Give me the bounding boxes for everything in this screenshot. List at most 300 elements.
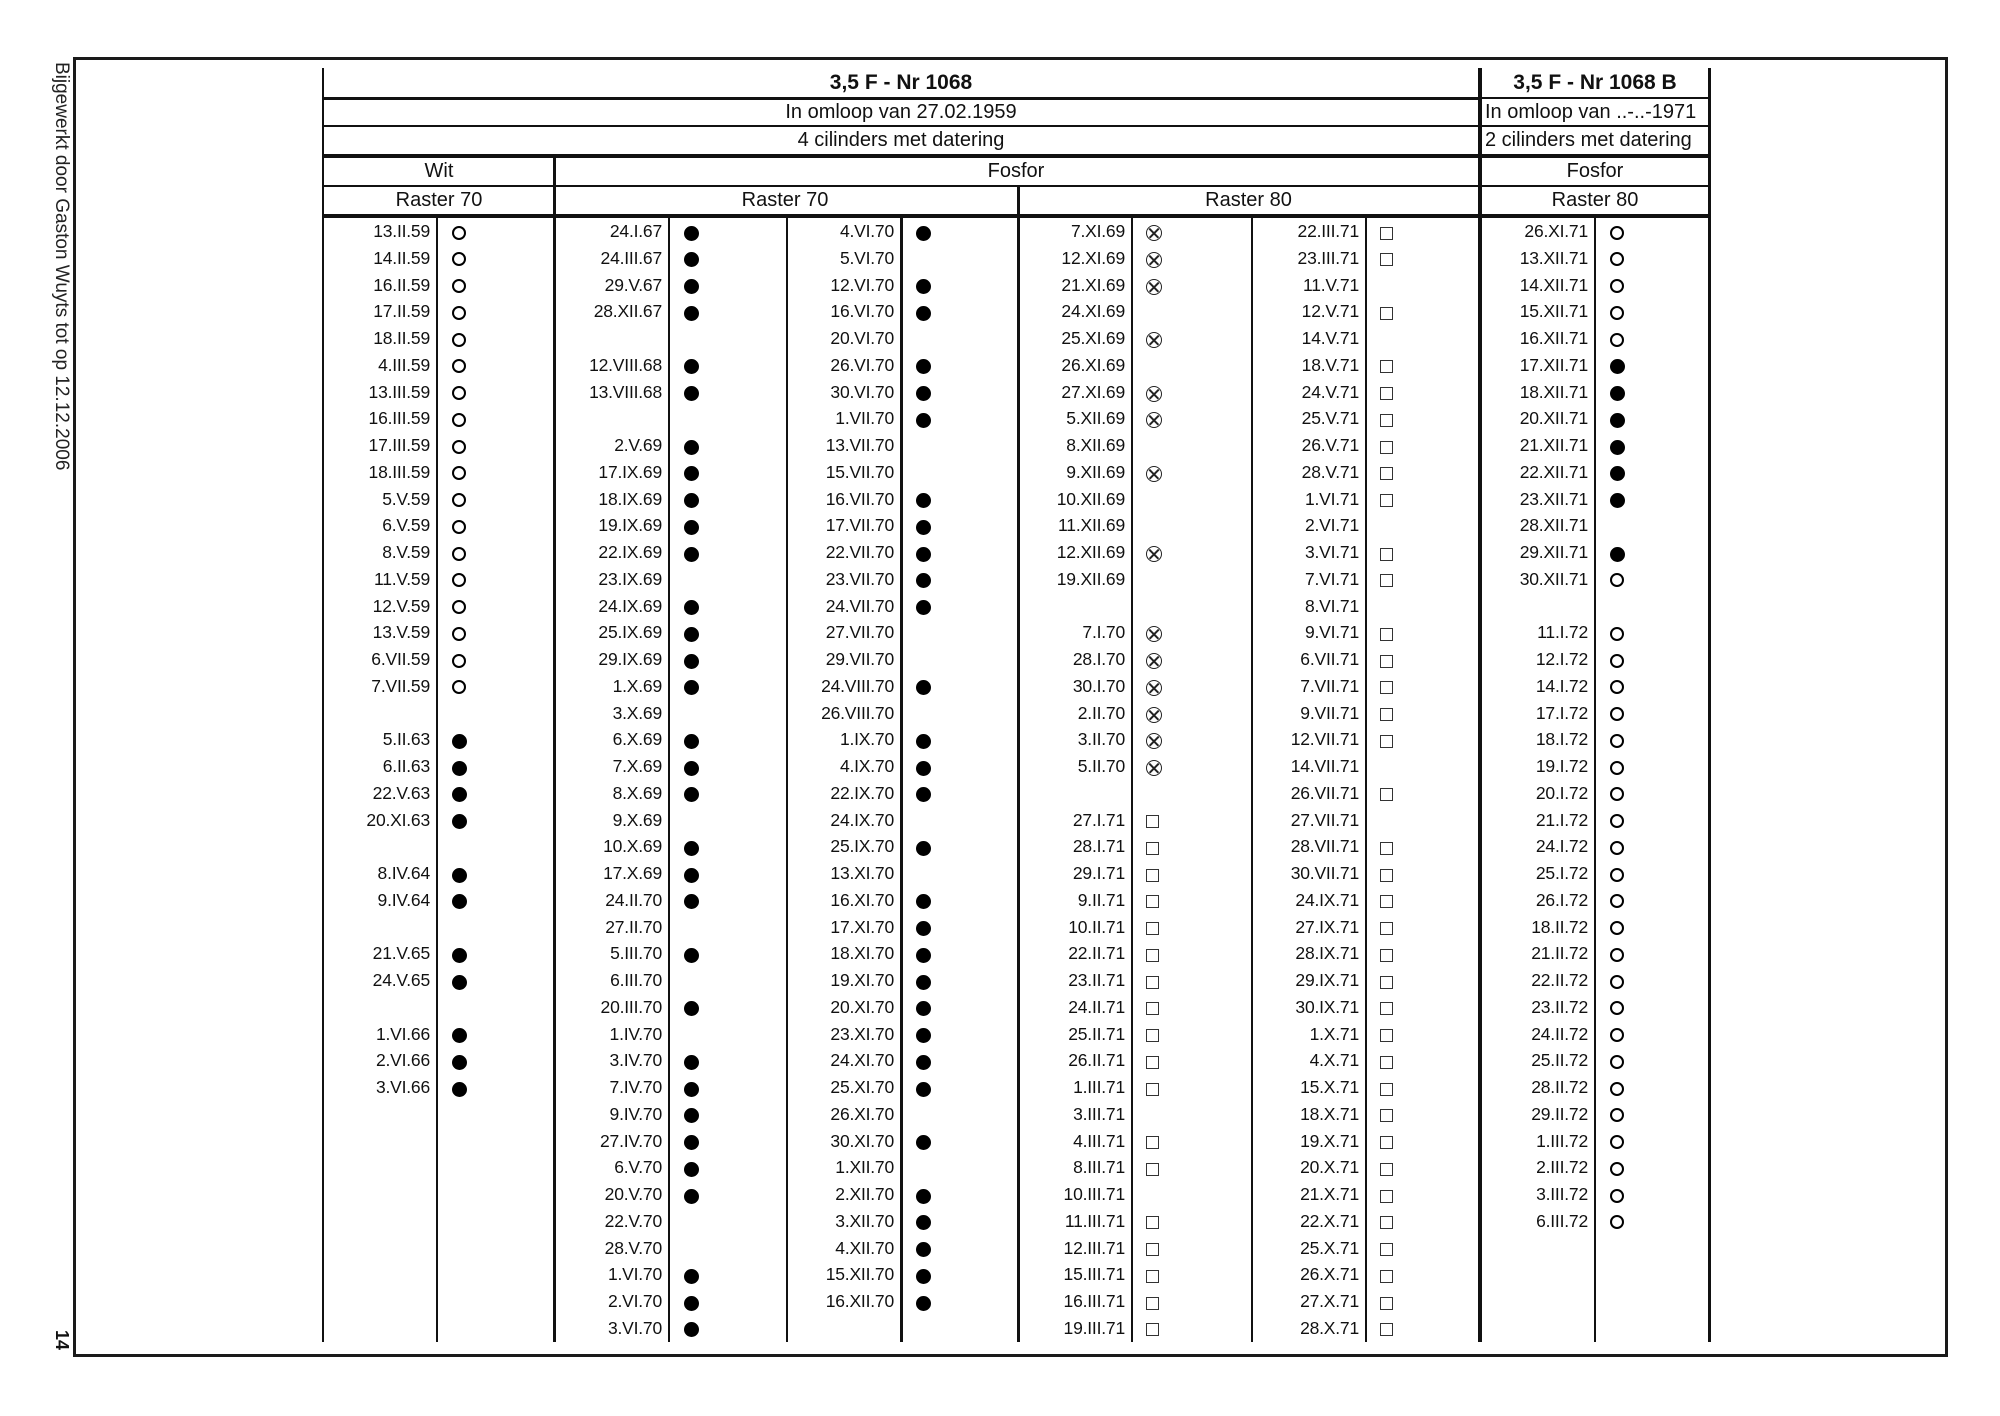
paper-fosfor-b: Fosfor — [1566, 160, 1624, 182]
date-cell: 5.III.70 — [610, 943, 662, 964]
open-circle-icon — [452, 654, 466, 668]
paper-wit: Wit — [424, 160, 454, 182]
date-cell: 21.I.72 — [1535, 809, 1588, 830]
open-square-icon — [1380, 574, 1393, 587]
open-square-icon — [1146, 1083, 1159, 1096]
date-cell: 2.II.70 — [1077, 702, 1125, 723]
date-cell: 16.XII.71 — [1519, 328, 1588, 348]
date-cell: 13.VIII.68 — [589, 381, 662, 402]
date-cell: 15.III.71 — [1063, 1264, 1125, 1285]
date-cell: 29.XII.71 — [1519, 542, 1588, 562]
open-square-icon — [1380, 1190, 1393, 1203]
date-cell: 19.X.71 — [1300, 1130, 1359, 1151]
crossed-circle-icon — [1146, 386, 1162, 402]
date-cell: 3.XII.70 — [835, 1210, 894, 1231]
date-cell: 17.XII.71 — [1519, 354, 1588, 375]
date-cell: 16.VII.70 — [825, 488, 894, 509]
date-cell: 28.I.71 — [1072, 836, 1125, 857]
open-circle-icon — [1610, 707, 1624, 721]
open-circle-icon — [452, 440, 466, 454]
date-cell: 19.XI.70 — [830, 970, 894, 990]
filled-circle-icon — [684, 440, 699, 455]
filled-circle-icon — [1610, 547, 1625, 562]
date-cell: 24.XI.70 — [830, 1050, 894, 1071]
date-cell: 30.VI.70 — [830, 381, 894, 402]
open-square-icon — [1146, 815, 1159, 828]
filled-circle-icon — [684, 600, 699, 615]
date-cell: 13.XI.70 — [830, 863, 894, 883]
date-cell: 22.II.72 — [1531, 970, 1588, 990]
date-cell: 8.VI.71 — [1304, 595, 1359, 616]
date-cell: 18.XI.70 — [830, 943, 894, 964]
date-cell: 24.VII.70 — [825, 595, 894, 616]
date-cell: 6.III.72 — [1536, 1210, 1588, 1231]
date-cell: 7.XI.69 — [1070, 221, 1125, 241]
open-square-icon — [1380, 387, 1393, 400]
date-cell: 18.III.59 — [368, 461, 430, 482]
open-square-icon — [1380, 1083, 1393, 1096]
open-square-icon — [1380, 628, 1393, 641]
date-cell: 15.XII.71 — [1519, 301, 1588, 322]
date-cell: 24.IX.70 — [830, 809, 894, 830]
date-cell: 23.II.72 — [1531, 996, 1588, 1017]
open-square-icon — [1380, 655, 1393, 668]
date-cell: 19.I.72 — [1535, 756, 1588, 776]
column-rule — [1131, 216, 1133, 1342]
date-cell: 24.III.67 — [600, 247, 662, 268]
date-cell: 24.II.72 — [1531, 1023, 1588, 1044]
date-cell: 11.V.59 — [373, 568, 430, 589]
date-cell: 1.X.71 — [1309, 1023, 1359, 1044]
filled-circle-icon — [684, 547, 699, 562]
open-circle-icon — [452, 520, 466, 534]
page-number — [44, 1330, 74, 1360]
filled-circle-icon — [916, 734, 931, 749]
date-cell: 13.XII.71 — [1519, 247, 1588, 268]
filled-circle-icon — [916, 600, 931, 615]
date-cell: 26.XI.71 — [1524, 221, 1588, 241]
date-cell: 1.X.69 — [612, 675, 662, 696]
date-cell: 13.V.59 — [372, 622, 430, 643]
filled-circle-icon — [916, 493, 931, 508]
date-cell: 20.VI.70 — [830, 328, 894, 348]
filled-circle-icon — [916, 921, 931, 936]
date-cell: 22.XII.71 — [1519, 461, 1588, 482]
date-cell: 27.VII.71 — [1290, 809, 1359, 830]
filled-circle-icon — [916, 1242, 931, 1257]
filled-circle-icon — [452, 975, 467, 990]
date-cell: 28.XII.67 — [593, 301, 662, 322]
date-cell: 9.II.71 — [1077, 889, 1125, 910]
open-square-icon — [1146, 1270, 1159, 1283]
filled-circle-icon — [452, 1028, 467, 1043]
open-square-icon — [1146, 1056, 1159, 1069]
open-circle-icon — [1610, 841, 1624, 855]
raster-fosfor-70: Raster 70 — [741, 189, 829, 211]
column-rule — [900, 216, 903, 1342]
open-square-icon — [1380, 735, 1393, 748]
open-square-icon — [1146, 1216, 1159, 1229]
date-cell: 27.IV.70 — [600, 1130, 662, 1151]
date-cell: 27.X.71 — [1300, 1291, 1359, 1311]
date-cell: 29.IX.71 — [1295, 970, 1359, 990]
crossed-circle-icon — [1146, 332, 1162, 348]
open-circle-icon — [452, 226, 466, 240]
date-cell: 14.XII.71 — [1519, 274, 1588, 295]
date-cell: 16.XII.70 — [825, 1291, 894, 1311]
column-rule — [1365, 216, 1367, 1342]
date-cell: 29.I.71 — [1072, 863, 1125, 883]
open-square-icon — [1380, 1163, 1393, 1176]
date-cell: 3.VI.71 — [1304, 542, 1359, 562]
date-cell: 6.VII.71 — [1300, 649, 1359, 669]
date-cell: 18.II.72 — [1531, 916, 1588, 937]
date-cell: 11.XII.69 — [1058, 515, 1125, 536]
filled-circle-icon — [916, 841, 931, 856]
crossed-circle-icon — [1146, 225, 1162, 241]
date-cell: 21.XII.71 — [1519, 435, 1588, 455]
header-rule — [1480, 97, 1710, 99]
date-cell: 22.VII.70 — [825, 542, 894, 562]
date-cell: 17.XI.70 — [830, 916, 894, 937]
open-circle-icon — [1610, 1189, 1624, 1203]
filled-circle-icon — [452, 1082, 467, 1097]
open-circle-icon — [1610, 306, 1624, 320]
open-square-icon — [1380, 869, 1393, 882]
filled-circle-icon — [684, 226, 699, 241]
open-square-icon — [1380, 1136, 1393, 1149]
filled-circle-icon — [916, 948, 931, 963]
date-cell: 14.VII.71 — [1290, 756, 1359, 776]
date-cell: 21.V.65 — [372, 943, 430, 964]
date-cell: 9.VI.71 — [1304, 622, 1359, 643]
date-cell: 27.I.71 — [1072, 809, 1125, 830]
filled-circle-icon — [684, 761, 699, 776]
date-cell: 13.VII.70 — [825, 435, 894, 455]
open-circle-icon — [1610, 1055, 1624, 1069]
open-square-icon — [1380, 1297, 1393, 1310]
date-cell: 3.III.72 — [1536, 1184, 1588, 1204]
date-cell: 11.I.72 — [1537, 622, 1588, 643]
filled-circle-icon — [916, 547, 931, 562]
date-cell: 16.XI.70 — [830, 889, 894, 910]
filled-circle-icon — [684, 868, 699, 883]
filled-circle-icon — [684, 1269, 699, 1284]
date-cell: 26.II.71 — [1068, 1050, 1125, 1071]
open-square-icon — [1380, 253, 1393, 266]
date-cell: 21.XI.69 — [1061, 274, 1125, 295]
filled-circle-icon — [916, 1296, 931, 1311]
crossed-circle-icon — [1146, 707, 1162, 723]
date-cell: 1.IX.70 — [839, 729, 894, 750]
date-cell: 1.III.71 — [1073, 1077, 1125, 1097]
date-cell: 20.XII.71 — [1519, 408, 1588, 429]
filled-circle-icon — [684, 627, 699, 642]
date-cell: 20.I.72 — [1535, 782, 1588, 803]
date-cell: 29.V.67 — [604, 274, 662, 295]
open-square-icon — [1146, 895, 1159, 908]
date-cell: 16.III.59 — [368, 408, 430, 429]
date-cell: 3.VI.66 — [375, 1077, 430, 1097]
date-cell: 8.III.71 — [1073, 1157, 1125, 1178]
date-cell: 24.V.65 — [372, 970, 430, 990]
date-cell: 4.VI.70 — [839, 221, 894, 241]
date-cell: 29.VII.70 — [825, 649, 894, 669]
raster-b-80: Raster 80 — [1551, 189, 1639, 211]
date-cell: 8.XII.69 — [1066, 435, 1125, 455]
date-cell: 6.X.69 — [612, 729, 662, 750]
date-cell: 20.XI.63 — [366, 809, 430, 830]
date-cell: 24.II.70 — [605, 889, 662, 910]
open-square-icon — [1146, 869, 1159, 882]
open-square-icon — [1380, 227, 1393, 240]
date-cell: 12.V.59 — [372, 595, 430, 616]
date-cell: 29.II.72 — [1531, 1103, 1588, 1124]
date-cell: 23.XI.70 — [830, 1023, 894, 1044]
open-circle-icon — [452, 600, 466, 614]
filled-circle-icon — [452, 734, 467, 749]
filled-circle-icon — [916, 226, 931, 241]
date-cell: 27.VII.70 — [825, 622, 894, 643]
filled-circle-icon — [916, 1135, 931, 1150]
date-cell: 25.IX.69 — [598, 622, 662, 643]
filled-circle-icon — [452, 1055, 467, 1070]
date-cell: 3.X.69 — [612, 702, 662, 723]
date-cell: 17.III.59 — [368, 435, 430, 455]
filled-circle-icon — [916, 413, 931, 428]
open-square-icon — [1146, 1297, 1159, 1310]
open-circle-icon — [1610, 921, 1624, 935]
open-square-icon — [1146, 842, 1159, 855]
raster-wit: Raster 70 — [395, 189, 483, 211]
date-cell: 23.IX.69 — [598, 568, 662, 589]
open-square-icon — [1380, 895, 1393, 908]
date-cell: 15.VII.70 — [825, 461, 894, 482]
open-square-icon — [1380, 307, 1393, 320]
date-cell: 13.III.59 — [368, 381, 430, 402]
date-cell: 28.I.70 — [1072, 649, 1125, 669]
date-cell: 19.IX.69 — [598, 515, 662, 536]
open-square-icon — [1380, 1270, 1393, 1283]
date-cell: 30.IX.71 — [1295, 996, 1359, 1017]
date-cell: 18.II.59 — [373, 328, 430, 348]
date-cell: 2.VI.70 — [607, 1291, 662, 1311]
open-square-icon — [1146, 922, 1159, 935]
open-square-icon — [1380, 414, 1393, 427]
date-cell: 26.XI.69 — [1061, 354, 1125, 375]
date-cell: 1.VI.71 — [1304, 488, 1359, 509]
open-square-icon — [1146, 1323, 1159, 1336]
date-cell: 12.VI.70 — [830, 274, 894, 295]
column-rule — [1594, 216, 1596, 1342]
filled-circle-icon — [684, 1189, 699, 1204]
date-cell: 17.X.69 — [603, 863, 662, 883]
filled-circle-icon — [1610, 440, 1625, 455]
date-cell: 26.XI.70 — [830, 1103, 894, 1124]
open-circle-icon — [1610, 1162, 1624, 1176]
date-cell: 25.XI.70 — [830, 1077, 894, 1097]
header-rule — [322, 154, 1710, 158]
date-cell: 12.I.72 — [1535, 649, 1588, 669]
open-square-icon — [1146, 1243, 1159, 1256]
date-cell: 16.III.71 — [1063, 1291, 1125, 1311]
date-cell: 22.V.70 — [604, 1210, 662, 1231]
date-cell: 9.IV.70 — [609, 1103, 662, 1124]
filled-circle-icon — [1610, 386, 1625, 401]
date-cell: 28.II.72 — [1531, 1077, 1588, 1097]
date-cell: 25.IX.70 — [830, 836, 894, 857]
open-circle-icon — [1610, 868, 1624, 882]
filled-circle-icon — [916, 1082, 931, 1097]
open-square-icon — [1146, 1029, 1159, 1042]
date-cell: 3.II.70 — [1077, 729, 1125, 750]
filled-circle-icon — [684, 654, 699, 669]
crossed-circle-icon — [1146, 546, 1162, 562]
date-cell: 26.VIII.70 — [821, 702, 894, 723]
side-note — [42, 62, 76, 562]
filled-circle-icon — [684, 734, 699, 749]
open-circle-icon — [452, 279, 466, 293]
b-title: 3,5 F - Nr 1068 B — [1513, 71, 1677, 94]
filled-circle-icon — [916, 306, 931, 321]
date-cell: 2.VI.66 — [375, 1050, 430, 1071]
filled-circle-icon — [684, 1082, 699, 1097]
date-cell: 10.II.71 — [1068, 916, 1125, 937]
date-cell: 27.IX.71 — [1295, 916, 1359, 937]
date-cell: 12.III.71 — [1063, 1237, 1125, 1258]
date-cell: 30.VII.71 — [1290, 863, 1359, 883]
date-cell: 1.VI.70 — [607, 1264, 662, 1285]
date-cell: 11.III.71 — [1064, 1210, 1125, 1231]
open-circle-icon — [452, 493, 466, 507]
filled-circle-icon — [684, 1055, 699, 1070]
column-rule — [1708, 68, 1711, 1342]
date-cell: 21.X.71 — [1300, 1184, 1359, 1204]
open-circle-icon — [1610, 975, 1624, 989]
date-cell: 28.V.71 — [1301, 461, 1359, 482]
date-cell: 7.VII.59 — [371, 675, 430, 696]
date-cell: 23.III.71 — [1297, 247, 1359, 268]
header-rule — [322, 97, 1480, 100]
date-cell: 19.XII.69 — [1056, 568, 1125, 589]
open-square-icon — [1380, 1243, 1393, 1256]
open-square-icon — [1380, 494, 1393, 507]
date-cell: 24.I.72 — [1535, 836, 1588, 857]
date-cell: 7.I.70 — [1082, 622, 1125, 643]
date-cell: 22.IX.70 — [830, 782, 894, 803]
date-cell: 5.VI.70 — [839, 247, 894, 268]
filled-circle-icon — [1610, 413, 1625, 428]
date-cell: 25.II.71 — [1068, 1023, 1125, 1044]
page-number-text: 14 — [52, 1330, 72, 1351]
open-square-icon — [1146, 1002, 1159, 1015]
date-cell: 28.XII.71 — [1519, 515, 1588, 536]
crossed-circle-icon — [1146, 653, 1162, 669]
date-cell: 8.V.59 — [382, 542, 430, 562]
open-square-icon — [1380, 922, 1393, 935]
date-cell: 28.X.71 — [1300, 1317, 1359, 1338]
date-cell: 18.X.71 — [1300, 1103, 1359, 1124]
filled-circle-icon — [916, 279, 931, 294]
date-cell: 5.II.63 — [382, 729, 430, 750]
date-cell: 17.VII.70 — [825, 515, 894, 536]
date-cell: 2.V.69 — [614, 435, 662, 455]
date-cell: 7.VI.71 — [1304, 568, 1359, 589]
date-cell: 9.VII.71 — [1300, 702, 1359, 723]
date-cell: 8.X.69 — [612, 782, 662, 803]
open-square-icon — [1380, 708, 1393, 721]
date-cell: 18.I.72 — [1535, 729, 1588, 750]
open-circle-icon — [1610, 279, 1624, 293]
date-cell: 22.IX.69 — [598, 542, 662, 562]
date-cell: 21.II.72 — [1531, 943, 1588, 964]
date-cell: 16.II.59 — [373, 274, 430, 295]
date-cell: 6.VII.59 — [371, 649, 430, 669]
date-cell: 8.IV.64 — [377, 863, 430, 883]
open-square-icon — [1146, 976, 1159, 989]
open-square-icon — [1146, 1163, 1159, 1176]
date-cell: 6.II.63 — [382, 756, 430, 776]
header-rule — [322, 185, 1710, 187]
date-cell: 23.VII.70 — [825, 568, 894, 589]
date-cell: 27.II.70 — [605, 916, 662, 937]
open-circle-icon — [1610, 1135, 1624, 1149]
b-cylinders: 2 cilinders met datering — [1485, 128, 1692, 151]
filled-circle-icon — [684, 279, 699, 294]
date-cell: 4.IX.70 — [839, 756, 894, 776]
open-circle-icon — [452, 413, 466, 427]
date-cell: 1.VI.66 — [375, 1023, 430, 1044]
open-circle-icon — [1610, 948, 1624, 962]
date-cell: 4.III.59 — [378, 354, 430, 375]
side-note-text: Bijgewerkt door Gaston Wuyts tot op 12.12.2006 — [51, 62, 72, 471]
date-cell: 12.XII.69 — [1056, 542, 1125, 562]
date-cell: 7.X.69 — [612, 756, 662, 776]
open-circle-icon — [452, 627, 466, 641]
filled-circle-icon — [916, 975, 931, 990]
date-cell: 10.III.71 — [1063, 1184, 1125, 1204]
date-cell: 22.V.63 — [372, 782, 430, 803]
date-cell: 25.X.71 — [1300, 1237, 1359, 1258]
date-cell: 6.III.70 — [610, 970, 662, 990]
open-square-icon — [1380, 467, 1393, 480]
date-cell: 10.X.69 — [603, 836, 662, 857]
date-cell: 14.V.71 — [1301, 328, 1359, 348]
date-cell: 23.XII.71 — [1519, 488, 1588, 509]
date-cell: 2.VI.71 — [1304, 515, 1359, 536]
open-circle-icon — [452, 386, 466, 400]
date-cell: 22.II.71 — [1068, 943, 1125, 964]
date-cell: 30.I.70 — [1072, 675, 1125, 696]
date-cell: 4.XII.70 — [835, 1237, 894, 1258]
date-cell: 9.X.69 — [612, 809, 662, 830]
date-cell: 24.IX.69 — [598, 595, 662, 616]
open-circle-icon — [1610, 654, 1624, 668]
date-cell: 12.V.71 — [1301, 301, 1359, 322]
open-square-icon — [1380, 1056, 1393, 1069]
filled-circle-icon — [916, 520, 931, 535]
date-cell: 24.I.67 — [609, 221, 662, 241]
date-cell: 17.II.59 — [373, 301, 430, 322]
open-circle-icon — [1610, 1028, 1624, 1042]
date-cell: 6.V.70 — [614, 1157, 662, 1178]
filled-circle-icon — [684, 493, 699, 508]
column-rule — [668, 216, 670, 1342]
header-rule — [322, 125, 1710, 127]
crossed-circle-icon — [1146, 252, 1162, 268]
filled-circle-icon — [684, 841, 699, 856]
date-cell: 20.III.70 — [600, 996, 662, 1017]
